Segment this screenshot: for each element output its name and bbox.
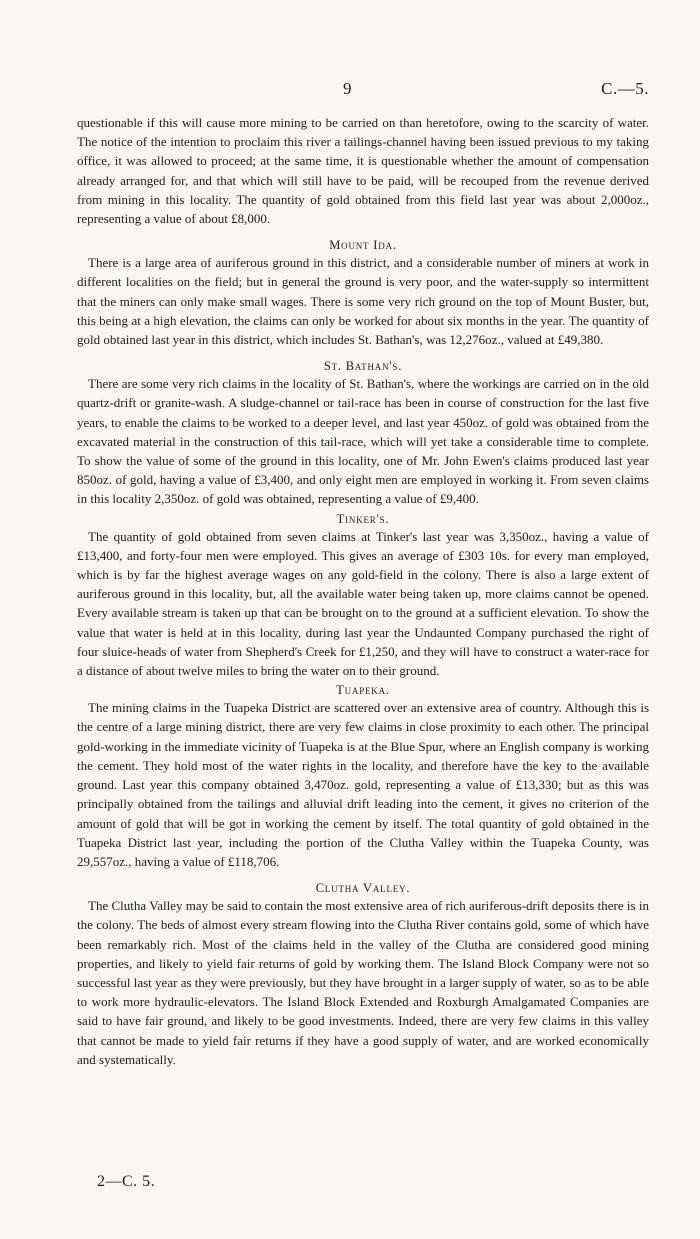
section-heading-tinkers: Tinker's.	[336, 511, 390, 526]
section-heading-tuapeka: Tuapeka.	[336, 683, 390, 698]
section-heading-clutha-valley: Clutha Valley.	[315, 881, 411, 896]
section-heading-st-bathans: St. Bathan's.	[323, 359, 403, 374]
section-text-clutha-valley: The Clutha Valley may be said to contain the most extensive area of rich auriferous-drift deposits there is in the colony. The beds of almost every stream flowing into the Clutha River contains gold, some of which have been remarkably rich. Most of the claims held in the valley of the Clutha are considered good mining properties, and likely to yield fair returns of gold by working them. The Island Block Company were not so successful last year as they were previously, but they have brought in a larger supply of water, so as to be able to work more hydraulic-elevators. The Island Block Extended and Roxburgh Amalgamated Companies are said to have fair ground, and likely to be good investments. Indeed, there are very few claims in this valley that cannot be made to yield fair returns if they have a good supply of water, and are worked economically and systematically.	[77, 898, 649, 1067]
document-body	[77, 113, 649, 1069]
section-heading-mount-ida: Mount Ida.	[329, 238, 397, 253]
section-text-mount-ida: There is a large area of auriferous ground in this district, and a considerable number of miners at work in different localities on the field; but in general the ground is very poor, and the water-supply so intermittent that the miners can only make small wages. There is some very rich ground on the top of Mount Buster, but, this being at a high elevation, the claims can only be worked for about six months in the year. The quantity of gold obtained last year in this district, which includes St. Bathan's, was 12,276oz., valued at £49,380.	[77, 255, 649, 348]
section-text-tinkers: The quantity of gold obtained from seven claims at Tinker's last year was 3,350oz., having a value of £13,400, and forty-four men were employed. This gives an average of £303 10s. for every man employed, which is by far the highest average wages on any gold-field in the colony. There is also a large extent of auriferous ground in this locality, but, all the available water being taken up, more claims cannot be opened. Every available stream is taken up that can be brought on to the ground at a sufficient elevation. To show the value that water is held at in this locality, during last year the Undaunted Company purchased the right of four sluice-heads of water from Shepherd's Creek for £1,250, and they will have to construct a water-race for a distance of about twelve miles to bring the water on to their ground.	[77, 528, 649, 679]
page-header	[0, 79, 700, 99]
document-reference: C.—5.	[601, 79, 649, 98]
section-text-tuapeka: The mining claims in the Tuapeka District are scattered over an extensive area of country. Although this is the centre of a large mining district, there are very few claims in close proximity to each other. The principal gold-working in the immediate vicinity of Tuapeka is at the Blue Spur, where an English company is working the cement. They hold most of the water rights in the locality, and therefore have the key to the available ground. Last year this company obtained 3,470oz. gold, representing a value of £13,330; but as this was principally obtained from the tailings and alluvial drift leading into the cement, it gives no criterion of the amount of gold that will be got in working the cement by itself. The total quantity of gold obtained in the Tuapeka District last year, including the portion of the Clutha Valley within the Tuapeka County, was 29,557oz., having a value of £118,706.	[77, 700, 649, 869]
section-text-st-bathans: There are some very rich claims in the locality of St. Bathan's, where the workings are carried on in the old quartz-drift or granite-wash. A sludge-channel or tail-race has been in course of construction for the last five years, to enable the claims to be worked to a deeper level, and last year 450oz. of gold was obtained from the excavated material in the construction of this tail-race, which will yet take a considerable time to complete. To show the value of some of the ground in this locality, one of Mr. John Ewen's claims produced last year 850oz. of gold, having a value of £3,400, and only eight men are employed in working it. From seven claims in this locality 2,350oz. of gold was obtained, representing a value of £9,400.	[77, 376, 649, 507]
continuation-paragraph: questionable if this will cause more mining to be carried on than heretofore, owing to the scarcity of water. The notice of the intention to proclaim this river a tailings-channel having been issued previous to my taking office, it was allowed to proceed; at the same time, it is questionable whether the amount of compensation already arranged for, and that which will still have to be paid, will be recouped from the revenue derived from mining in this locality. The quantity of gold obtained from this field last year was about 2,000oz., representing a value of about £8,000.	[77, 115, 649, 227]
signature-mark: 2—C. 5.	[97, 1173, 156, 1190]
page-number: 9	[343, 79, 352, 98]
